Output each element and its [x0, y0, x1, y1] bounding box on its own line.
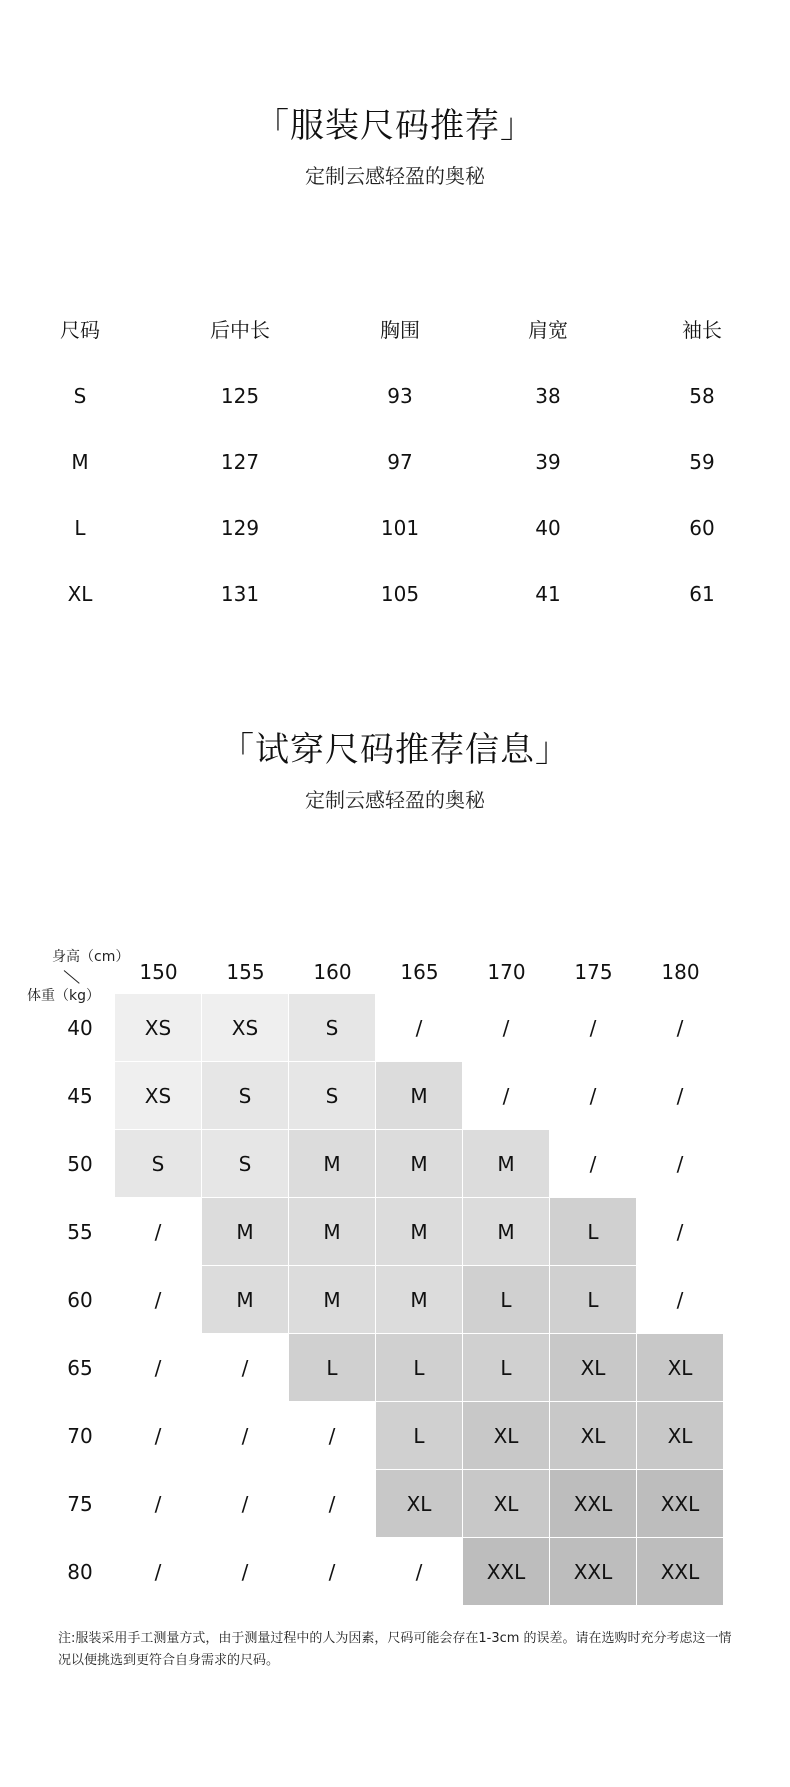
table-cell: 40 — [535, 516, 561, 540]
table-row — [0, 442, 790, 482]
height-axis-label: 身高（cm） — [52, 949, 130, 965]
table-cell: 61 — [689, 582, 715, 606]
fit-cell: / — [115, 1198, 202, 1266]
fit-cell: XL — [463, 1470, 550, 1538]
fit-cell: XL — [550, 1402, 637, 1470]
measurement-note: 注:服装采用手工测量方式，由于测量过程中的人为因素，尺码可能会存在1-3cm 的误差。请在选购时充分考虑这一情况以便挑选到更符合自身需求的尺码。 — [58, 1631, 732, 1668]
column-header: 尺码 — [60, 318, 100, 342]
fit-cell: / — [463, 1062, 550, 1130]
fit-cell: / — [289, 1402, 376, 1470]
fit-cell: M — [376, 1198, 463, 1266]
fit-cell: / — [376, 994, 463, 1062]
fit-cell: L — [463, 1334, 550, 1402]
fit-cell: L — [550, 1198, 637, 1266]
fit-cell: S — [289, 1062, 376, 1130]
fit-cell: / — [550, 1130, 637, 1198]
fit-cell: / — [550, 994, 637, 1062]
fit-cell: XXL — [637, 1538, 724, 1606]
fit-cell: M — [289, 1130, 376, 1198]
fit-cell: / — [202, 1470, 289, 1538]
weight-row-label: 75 — [67, 1492, 93, 1516]
table-cell: 101 — [380, 516, 420, 540]
fit-recommendation-subtitle: 定制云感轻盈的奥秘 — [305, 788, 485, 812]
table-cell: 41 — [535, 582, 561, 606]
weight-row-label: 65 — [67, 1356, 93, 1380]
fit-cell: L — [376, 1334, 463, 1402]
fit-cell: XS — [115, 1062, 202, 1130]
fit-cell: XXL — [550, 1538, 637, 1606]
column-header: 胸围 — [380, 318, 420, 342]
height-column-header: 150 — [139, 960, 178, 984]
table-cell: 125 — [220, 384, 260, 408]
fit-cell: / — [115, 1402, 202, 1470]
fit-cell: / — [289, 1538, 376, 1606]
fit-cell: S — [289, 994, 376, 1062]
size-table-header — [0, 310, 790, 350]
fit-cell: M — [289, 1266, 376, 1334]
weight-row-label: 55 — [67, 1220, 93, 1244]
weight-row-label: 50 — [67, 1152, 93, 1176]
fit-cell: / — [637, 1062, 724, 1130]
fit-cell: / — [115, 1470, 202, 1538]
fit-cell: M — [463, 1130, 550, 1198]
table-cell: 131 — [220, 582, 260, 606]
weight-row-label: 60 — [67, 1288, 93, 1312]
fit-cell: XXL — [463, 1538, 550, 1606]
fit-cell: / — [637, 994, 724, 1062]
weight-row-label: 70 — [67, 1424, 93, 1448]
table-cell: XL — [67, 582, 93, 606]
fit-cell: L — [376, 1402, 463, 1470]
fit-cell: XL — [376, 1470, 463, 1538]
fit-cell: M — [376, 1062, 463, 1130]
fit-cell: / — [463, 994, 550, 1062]
table-cell: 60 — [689, 516, 715, 540]
fit-cell: S — [202, 1130, 289, 1198]
table-cell: 38 — [535, 384, 561, 408]
fit-cell: S — [115, 1130, 202, 1198]
fit-cell: / — [289, 1470, 376, 1538]
fit-cell: / — [550, 1062, 637, 1130]
height-column-header: 155 — [226, 960, 265, 984]
fit-cell: / — [202, 1538, 289, 1606]
fit-cell: XL — [463, 1402, 550, 1470]
fit-cell: XS — [202, 994, 289, 1062]
fit-cell: M — [376, 1130, 463, 1198]
height-column-header: 165 — [400, 960, 439, 984]
height-column-header: 175 — [574, 960, 613, 984]
weight-row-label: 45 — [67, 1084, 93, 1108]
table-cell: M — [71, 450, 89, 474]
height-column-header: 170 — [487, 960, 526, 984]
fit-cell: / — [637, 1198, 724, 1266]
weight-axis-label: 体重（kg） — [27, 988, 100, 1004]
fit-cell: L — [289, 1334, 376, 1402]
table-cell: L — [74, 516, 86, 540]
table-cell: 39 — [535, 450, 561, 474]
weight-row-label: 80 — [67, 1560, 93, 1584]
column-header: 袖长 — [682, 318, 722, 342]
fit-cell: XXL — [637, 1470, 724, 1538]
fit-cell: L — [550, 1266, 637, 1334]
fit-cell: S — [202, 1062, 289, 1130]
fit-cell: M — [202, 1266, 289, 1334]
fit-cell: M — [463, 1198, 550, 1266]
fit-recommendation-title: 「试穿尺码推荐信息」 — [220, 730, 570, 770]
table-cell: 97 — [387, 450, 413, 474]
fit-cell: / — [115, 1334, 202, 1402]
fit-cell: XL — [637, 1402, 724, 1470]
fit-cell: XXL — [550, 1470, 637, 1538]
table-row — [0, 376, 790, 416]
table-row — [0, 508, 790, 548]
size-recommendation-subtitle: 定制云感轻盈的奥秘 — [305, 164, 485, 188]
column-header: 肩宽 — [528, 318, 568, 342]
fit-cell: / — [637, 1266, 724, 1334]
table-cell: 129 — [220, 516, 260, 540]
table-cell: 58 — [689, 384, 715, 408]
table-cell: 59 — [689, 450, 715, 474]
height-column-header: 160 — [313, 960, 352, 984]
fit-cell: XL — [550, 1334, 637, 1402]
fit-cell: / — [115, 1266, 202, 1334]
fit-cell: / — [376, 1538, 463, 1606]
corner-divider — [64, 970, 80, 984]
size-recommendation-title: 「服装尺码推荐」 — [255, 106, 535, 146]
fit-cell: M — [289, 1198, 376, 1266]
fit-cell: L — [463, 1266, 550, 1334]
fit-cell: / — [115, 1538, 202, 1606]
table-cell: 93 — [387, 384, 413, 408]
height-column-header: 180 — [661, 960, 700, 984]
weight-row-label: 40 — [67, 1016, 93, 1040]
fit-cell: / — [202, 1402, 289, 1470]
fit-cell: M — [202, 1198, 289, 1266]
table-row — [0, 574, 790, 614]
table-cell: 127 — [220, 450, 260, 474]
fit-cell: XL — [637, 1334, 724, 1402]
table-cell: 105 — [380, 582, 420, 606]
fit-cell: M — [376, 1266, 463, 1334]
table-cell: S — [73, 384, 87, 408]
column-header: 后中长 — [210, 318, 270, 342]
fit-cell: / — [202, 1334, 289, 1402]
fit-cell: / — [637, 1130, 724, 1198]
fit-cell: XS — [115, 994, 202, 1062]
